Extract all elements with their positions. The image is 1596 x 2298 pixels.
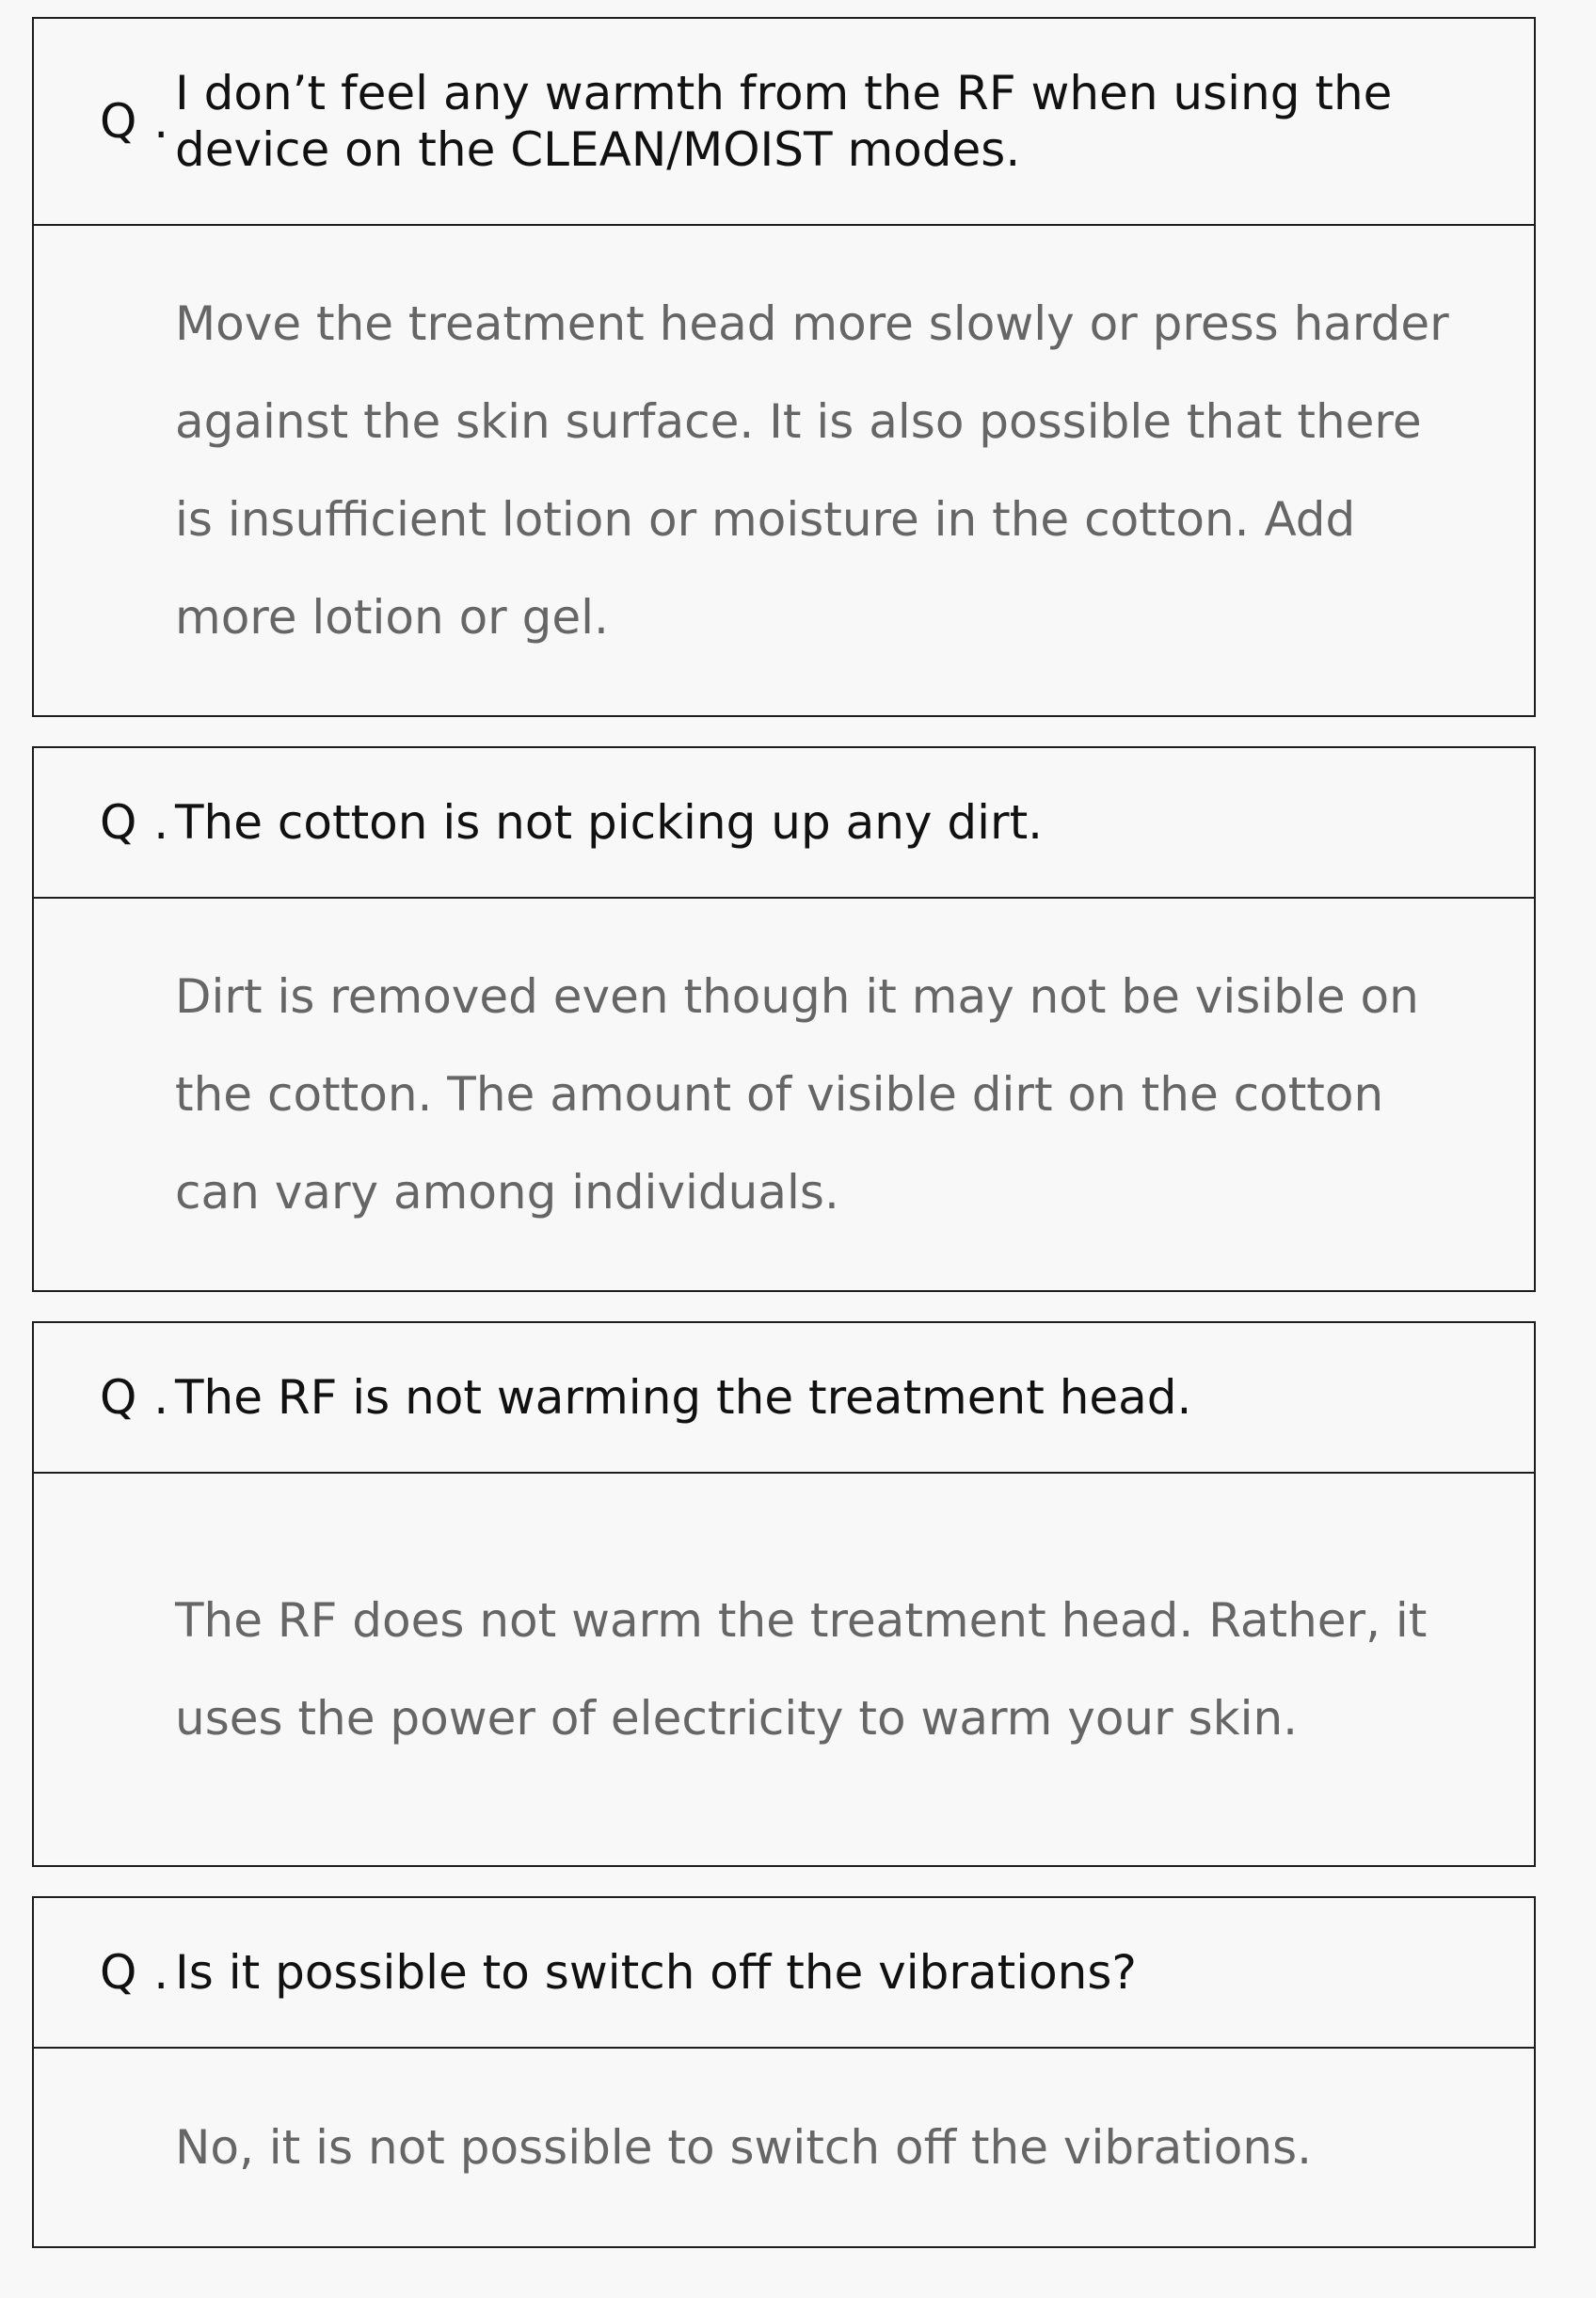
faq-item [32, 746, 1536, 1292]
faq-answer [34, 899, 1534, 1290]
question-marker: Q . [100, 94, 170, 149]
answer-text: Dirt is removed even though it may not be visible on the cotton. The amount of visible dirt on the cotton can vary among individuals. [175, 969, 1419, 1220]
faq-item [32, 17, 1536, 717]
faq-answer [34, 1474, 1534, 1865]
faq-question [34, 19, 1534, 226]
answer-text: Move the treatment head more slowly or press harder against the skin surface. It is also possible that there is insufficient lotion or moisture in the cotton. Add more lotion or gel. [175, 296, 1449, 645]
faq-item [32, 1896, 1536, 2248]
question-marker: Q . [100, 1945, 170, 2000]
faq-answer [34, 226, 1534, 715]
question-marker: Q . [100, 795, 170, 850]
faq-item [32, 1321, 1536, 1867]
question-text: The RF is not warming the treatment head. [175, 1370, 1192, 1425]
answer-text: The RF does not warm the treatment head. Rather, it uses the power of electricity to warm your skin. [175, 1593, 1428, 1746]
faq-list [32, 17, 1536, 2277]
answer-text: No, it is not possible to switch off the vibrations. [175, 2120, 1313, 2175]
faq-question [34, 1323, 1534, 1474]
question-text: The cotton is not picking up any dirt. [175, 795, 1044, 850]
faq-answer [34, 2049, 1534, 2246]
faq-question [34, 1898, 1534, 2049]
question-text: Is it possible to switch off the vibrations? [175, 1945, 1137, 2000]
question-marker: Q . [100, 1370, 170, 1425]
faq-question [34, 748, 1534, 899]
question-text: I don’t feel any warmth from the RF when using the device on the CLEAN/MOIST modes. [175, 66, 1393, 177]
